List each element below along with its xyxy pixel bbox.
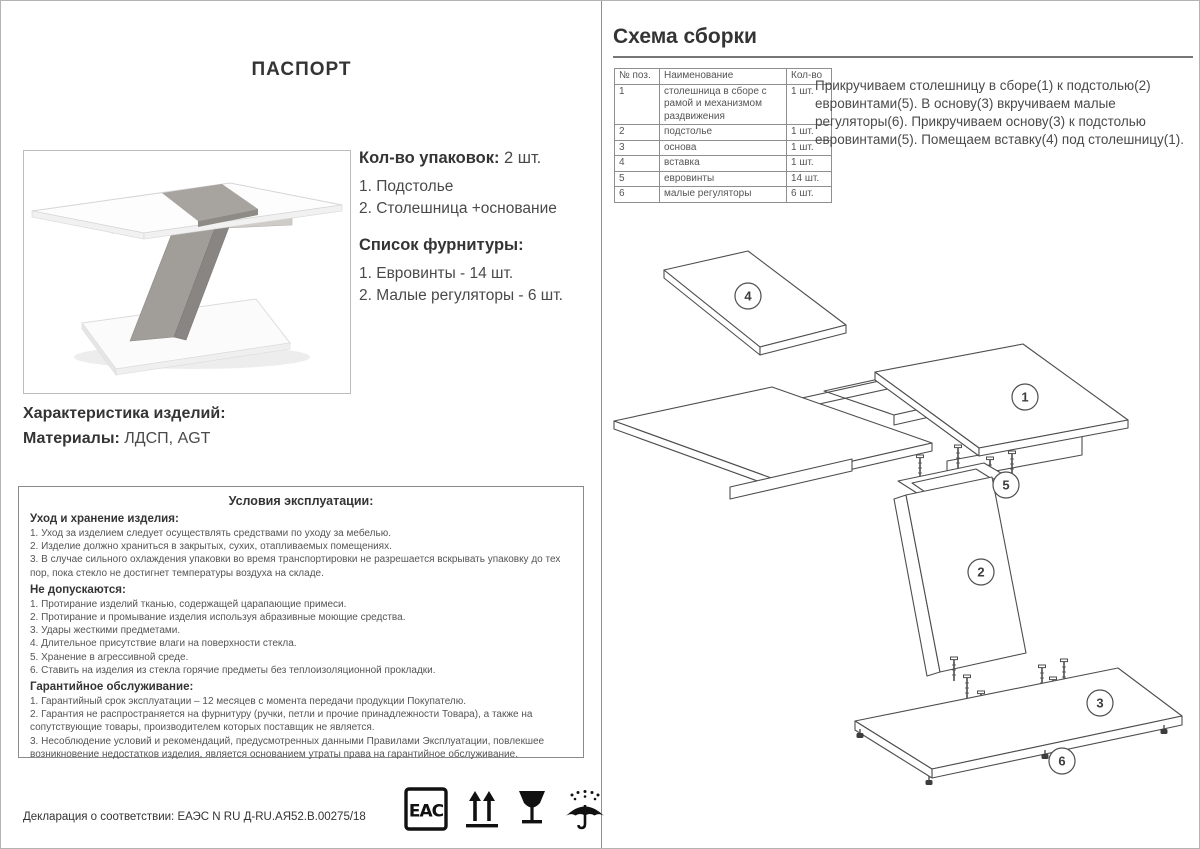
condition-item: 4. Длительное присутствие влаги на поверхности стекла. [30, 638, 297, 650]
condition-item: 1. Протирание изделий тканью, содержащей царапающие примеси. [30, 598, 347, 610]
package-icons [404, 787, 606, 831]
svg-text:3: 3 [1096, 695, 1104, 711]
passport-title: ПАСПОРТ [251, 59, 352, 80]
cell-pos: 4 [615, 156, 660, 172]
fragile-glass-icon [516, 789, 548, 831]
cell-pos: 6 [615, 187, 660, 203]
cell-pos: 1 [615, 84, 660, 125]
cell-pos: 3 [615, 140, 660, 156]
base-panel [855, 668, 1182, 778]
materials-value: ЛДСП, AGT [124, 430, 211, 447]
table-row [615, 156, 832, 172]
condition-item: 1. Гарантийный срок эксплуатации – 12 месяцев с момента передачи продукции Покупателю. [30, 696, 467, 708]
conditions-section-care [30, 513, 572, 580]
table-row [615, 171, 832, 187]
table-row [615, 125, 832, 141]
condition-item: 2. Гарантия не распространяется на фурнитуру (ручки, петли и прочие принадлежности Товара), а также на сопутствующие товары, производителем которых поставщик не является. [30, 709, 533, 734]
svg-text:5: 5 [1002, 477, 1010, 493]
conditions-section-prohibited [30, 584, 572, 677]
this-side-up-icon [464, 789, 500, 831]
condition-item: 2. Изделие должно храниться в закрытых, сухих, отапливаемых помещениях. [30, 541, 392, 553]
tabletop-assembly [614, 344, 1128, 499]
table-photo-illustration [24, 151, 348, 391]
cell-qty: 6 шт. [787, 187, 832, 203]
callout-6 [1049, 748, 1075, 774]
conditions-title: Условия эксплуатации: [228, 494, 374, 508]
hardware-item: 1. Евровинты - 14 шт. [359, 265, 514, 282]
condition-item: 3. В случае сильного охлаждения упаковки во время транспортировки не разрешается вскрывать упаковку до тех пор, пока стекло не достигнет температуры воздуха на складе. [30, 554, 561, 579]
parts-table [614, 68, 832, 203]
col-header-qty: Кол-во [787, 69, 832, 85]
cell-name: малые регуляторы [660, 187, 787, 203]
title-underline [613, 56, 1193, 58]
table-row [615, 140, 832, 156]
product-photo [23, 150, 351, 394]
cell-qty: 1 шт. [787, 125, 832, 141]
section-heading: Не допускаются: [30, 583, 126, 596]
condition-item: 3. Несоблюдение условий и рекомендаций, предусмотренных данными Правилами Эксплуатации, повлекшее возникновение недостатков изделия, является основанием утраты права на гарантийное обслуживание. [30, 735, 545, 760]
col-header-position: № поз. [615, 69, 660, 85]
condition-item: 3. Удары жесткими предметами. [30, 625, 181, 637]
hardware-list-title: Список фурнитуры: [359, 236, 524, 254]
cell-qty: 14 шт. [787, 171, 832, 187]
callout-2 [968, 559, 994, 585]
condition-item: 6. Ставить на изделия из стекла горячие предметы без теплоизоляционной прокладки. [30, 664, 436, 676]
cell-name: вставка [660, 156, 787, 172]
svg-text:6: 6 [1058, 753, 1066, 769]
svg-text:1: 1 [1021, 389, 1029, 405]
condition-item: 1. Уход за изделием следует осуществлять средствами по уходу за мебелью. [30, 528, 391, 539]
operating-conditions-box [18, 486, 584, 758]
assembly-instructions: Прикручиваем столешницу в сборе(1) к подстолью(2) евровинтами(5). В основу(3) вкручиваем малые регуляторы(6). Прикручиваем основу(3) к подстолью евровинтами(5). Помещаем вставку(4) под столешницу(1). [815, 78, 1185, 147]
section-heading: Уход и хранение изделия: [30, 513, 179, 525]
materials-label: Материалы: [23, 430, 120, 447]
svg-text:ЕАС: ЕАС [408, 801, 444, 822]
svg-text:2: 2 [977, 564, 985, 580]
cell-name: основа [660, 140, 787, 156]
svg-text:4: 4 [744, 288, 752, 304]
callout-1 [1012, 384, 1038, 410]
conditions-section-warranty [30, 681, 572, 761]
characteristics-title: Характеристика изделий: [23, 405, 226, 422]
declaration-text: Декларация о соответствии: ЕАЭС N RU Д-RU.АЯ52.В.00275/18 [23, 811, 366, 823]
package-item: 2. Столешница +основание [359, 200, 557, 217]
callout-3 [1087, 690, 1113, 716]
section-heading: Гарантийное обслуживание: [30, 681, 194, 694]
callout-5 [993, 472, 1019, 498]
cell-name: евровинты [660, 171, 787, 187]
package-count-label: Кол-во упаковок: [359, 149, 500, 167]
condition-item: 5. Хранение в агрессивной среде. [30, 651, 189, 663]
cell-pos: 2 [615, 125, 660, 141]
package-info [359, 149, 591, 307]
cell-name: подстолье [660, 125, 787, 141]
cell-qty: 1 шт. [787, 156, 832, 172]
exploded-assembly-diagram [602, 229, 1200, 848]
callout-4 [735, 283, 761, 309]
eac-mark-icon [404, 787, 448, 831]
col-header-name: Наименование [660, 69, 787, 85]
package-item: 1. Подстолье [359, 178, 454, 195]
cell-qty: 1 шт. [787, 84, 832, 125]
keep-dry-umbrella-icon [564, 789, 606, 831]
table-row [615, 187, 832, 203]
cell-name: столешница в сборе с рамой и механизмом раздвижения [660, 84, 787, 125]
table-row [615, 84, 832, 125]
cell-pos: 5 [615, 171, 660, 187]
cell-qty: 1 шт. [787, 140, 832, 156]
parts-table-header-row [615, 69, 832, 85]
condition-item: 2. Протирание и промывание изделия используя абразивные моющие средства. [30, 612, 406, 624]
assembly-title: Схема сборки [613, 25, 757, 48]
characteristics-block [23, 405, 443, 448]
hardware-item: 2. Малые регуляторы - 6 шт. [359, 287, 563, 304]
package-count-value: 2 шт. [503, 149, 542, 167]
